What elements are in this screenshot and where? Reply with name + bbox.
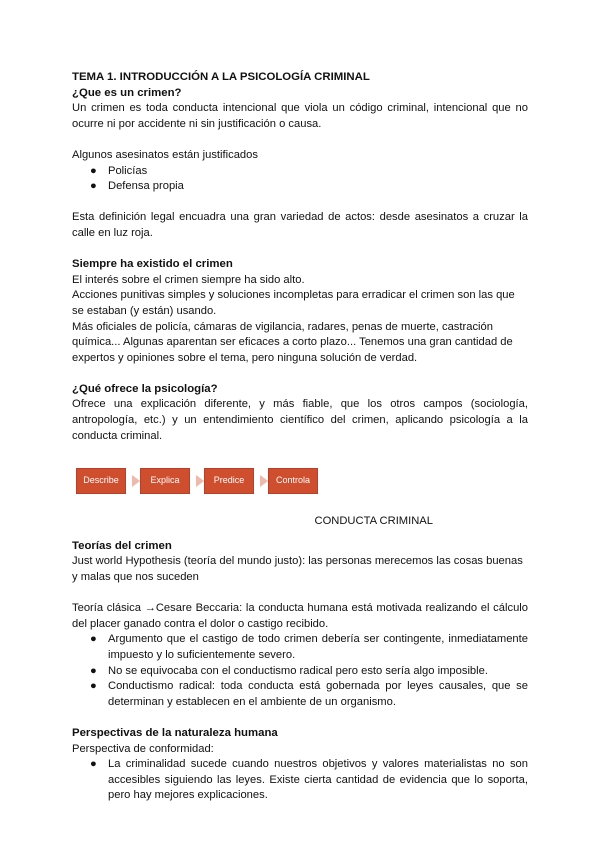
section-heading-que-ofrece: ¿Qué ofrece la psicología? — [72, 382, 218, 395]
list-item: ● Policías — [72, 164, 528, 180]
section-heading-perspectivas: Perspectivas de la naturaleza humana — [72, 726, 278, 739]
paragraph: Perspectiva de conformidad: — [72, 742, 214, 755]
flow-step-predice: Predice — [204, 468, 254, 494]
list-item: ● No se equivocaba con el conductismo radical pero esto sería algo imposible. — [72, 664, 528, 680]
document-page — [72, 70, 528, 804]
section-heading-que-es-crimen: ¿Que es un crimen? — [72, 86, 182, 99]
list-item: ● Conductismo radical: toda conducta está gobernada por leyes causales, que se determinan y establecen en el ambiente de un organismo. — [90, 680, 528, 708]
process-flow-diagram — [72, 450, 528, 514]
section-heading-teorias: Teorías del crimen — [72, 539, 172, 552]
bullet-list — [72, 164, 528, 195]
bullet-icon: ● — [90, 680, 97, 693]
flow-step-controla: Controla — [268, 468, 318, 494]
paragraph: Algunos asesinatos están justificados — [72, 148, 258, 161]
paragraph: Teoría clásica →Cesare Beccaria: la conducta humana está motivada realizando el cálculo del placer ganado contra el dolor o castigo recibido. — [72, 602, 528, 630]
list-item: ● Defensa propia — [72, 179, 528, 195]
bullet-list — [72, 632, 528, 710]
bullet-list — [72, 757, 528, 804]
bullet-icon: ● — [90, 164, 97, 177]
bullet-icon: ● — [90, 758, 97, 771]
paragraph: Just world Hypothesis (teoría del mundo justo): las personas merecemos las cosas buenas y malas que nos suceden — [72, 555, 523, 584]
paragraph: El interés sobre el crimen siempre ha sido alto. — [72, 273, 305, 286]
bullet-icon: ● — [90, 633, 97, 646]
flow-caption: CONDUCTA CRIMINAL — [314, 515, 433, 528]
bullet-icon: ● — [90, 180, 97, 193]
arrow-right-icon — [196, 475, 204, 487]
section-heading-siempre-existido: Siempre ha existido el crimen — [72, 258, 233, 271]
arrow-right-icon — [260, 475, 268, 487]
paragraph: Ofrece una explicación diferente, y más fiable, que los otros campos (sociología, antropología, etc.) y un entendimiento científico del crimen, aplicando psicología a la conducta criminal. — [72, 398, 528, 442]
arrow-right-icon — [132, 475, 140, 487]
flow-step-describe: Describe — [76, 468, 126, 494]
document-title: TEMA 1. INTRODUCCIÓN A LA PSICOLOGÍA CRIMINAL — [72, 71, 370, 83]
paragraph: Un crimen es toda conducta intencional que viola un código criminal, intencional que no ocurre ni por accidente ni sin justificación o causa. — [72, 102, 528, 130]
flow-step-explica: Explica — [140, 468, 190, 494]
paragraph: Esta definición legal encuadra una gran variedad de actos: desde asesinatos a cruzar la calle en luz roja. — [72, 211, 528, 239]
list-item: ● Argumento que el castigo de todo crimen debería ser contingente, inmediatamente impuesto y lo suficientemente severo. — [90, 633, 528, 661]
paragraph: Más oficiales de policía, cámaras de vigilancia, radares, penas de muerte, castración química... Algunas aparentan ser eficaces a corto plazo... Tenemos una gran cantidad de expertos y opiniones sobre el tema, pero ninguna solución de verdad. — [72, 320, 513, 364]
paragraph: Acciones punitivas simples y soluciones incompletas para erradicar el crimen son las que se estaban (y están) usando. — [72, 289, 515, 317]
list-item: ● La criminalidad sucede cuando nuestros objetivos y valores materialistas no son accesibles siguiendo las leyes. Existe cierta cantidad de evidencia que lo soporta, pero hay mejores explicaciones. — [90, 758, 528, 802]
bullet-icon: ● — [90, 664, 97, 677]
